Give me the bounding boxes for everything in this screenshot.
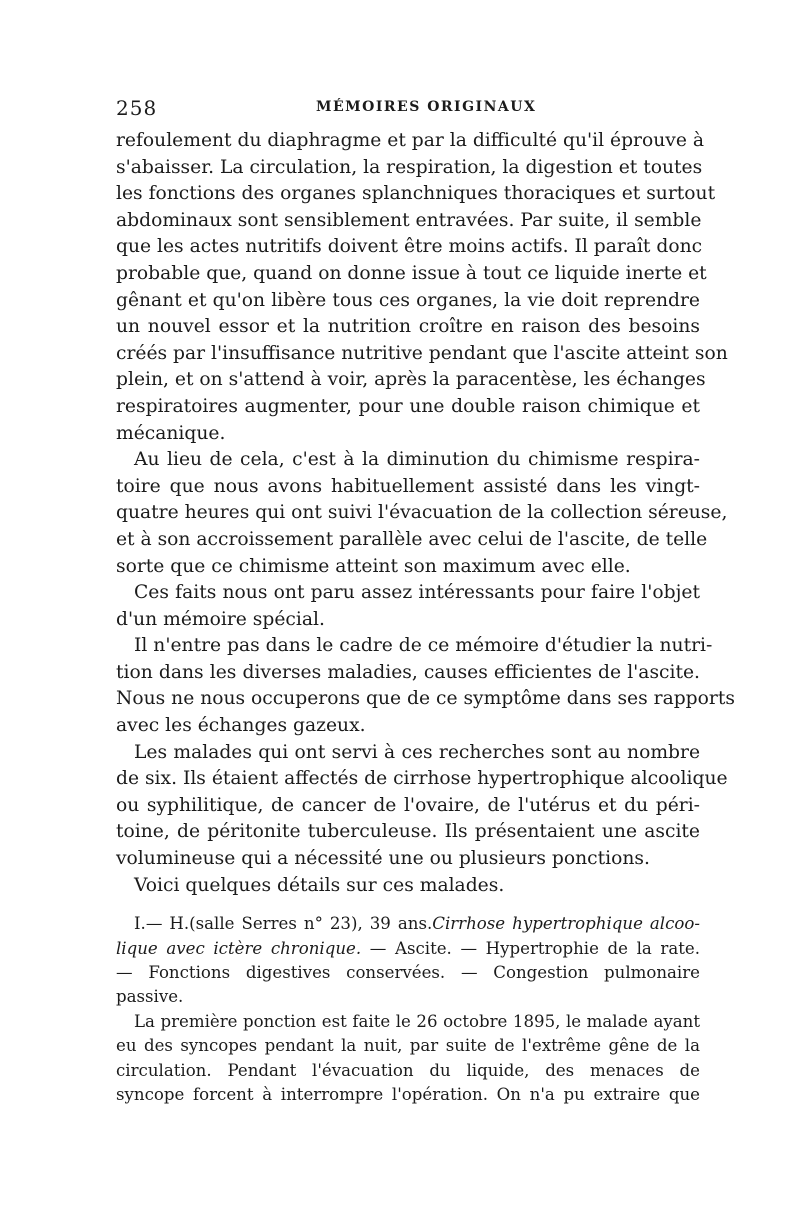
- text-line: et à son accroissement parallèle avec celui de l'ascite, de telle: [116, 528, 708, 550]
- case-line: syncope forcent à interrompre l'opération. On n'a pu extraire que: [116, 1084, 700, 1104]
- text-line: que les actes nutritifs doivent être moins actifs. Il paraît donc: [116, 236, 703, 258]
- text-line: Ces faits nous ont paru assez intéressants pour faire l'objet: [134, 582, 700, 604]
- case-line: La première ponction est faite le 26 octobre 1895, le malade ayant: [134, 1011, 700, 1031]
- text-line: Au lieu de cela, c'est à la diminution du chimisme respira-: [134, 449, 700, 471]
- text-line: Les malades qui ont servi à ces recherches sont au nombre: [134, 741, 700, 763]
- text-line: Il n'entre pas dans le cadre de ce mémoire d'étudier la nutri-: [134, 635, 713, 657]
- text-line: plein, et on s'attend à voir, après la paracentèse, les échanges: [116, 369, 706, 391]
- page-number: 258: [116, 96, 158, 120]
- page-header: [116, 96, 586, 122]
- text-line: quatre heures qui ont suivi l'évacuation de la collection séreuse,: [116, 502, 728, 524]
- text-line: avec les échanges gazeux.: [116, 715, 366, 737]
- text-line: créés par l'insuffisance nutritive pendant que l'ascite atteint son: [116, 342, 728, 364]
- paragraph-1: [116, 128, 728, 447]
- paragraph-2: [116, 447, 728, 580]
- text-line: un nouvel essor et la nutrition croître en raison des besoins: [116, 316, 700, 338]
- paragraph-3: [116, 580, 700, 633]
- text-line: d'un mémoire spécial.: [116, 608, 325, 630]
- text-line: toine, de péritonite tuberculeuse. Ils présentaient une ascite: [116, 821, 700, 843]
- text-line: abdominaux sont sensiblement entravées. Par suite, il semble: [116, 209, 702, 231]
- case-line: eu des syncopes pendant la nuit, par suite de l'extrême gêne de la: [116, 1036, 700, 1056]
- case-line: [116, 937, 700, 961]
- case-line: — Fonctions digestives conservées. — Congestion pulmonaire: [116, 963, 700, 982]
- case-line: passive.: [116, 987, 184, 1007]
- case-diagnosis: Cirrhose hypertrophique alcoo-: [432, 914, 700, 934]
- case-id: I.— H.(salle Serres n° 23), 39 ans.: [134, 914, 433, 934]
- text-line: s'abaisser. La circulation, la respiration, la digestion et toutes: [116, 156, 703, 178]
- text-line: gênant et qu'on libère tous ces organes, la vie doit reprendre: [116, 289, 700, 311]
- paragraph-4: [116, 633, 735, 739]
- text-line: respiratoires augmenter, pour une double raison chimique et: [116, 395, 700, 417]
- paragraph-5: [116, 740, 728, 873]
- text-line: tion dans les diverses maladies, causes efficientes de l'ascite.: [116, 661, 700, 683]
- text-line: refoulement du diaphragme et par la difficulté qu'il éprouve à: [116, 130, 704, 151]
- case-report: [116, 912, 700, 1107]
- running-title: MÉMOIRES ORIGINAUX: [316, 99, 537, 115]
- case-line: circulation. Pendant l'évacuation du liquide, des menaces de: [116, 1060, 700, 1080]
- text-line: volumineuse qui a nécessité une ou plusieurs ponctions.: [116, 848, 650, 870]
- paragraph-6: [116, 873, 700, 900]
- case-line: [116, 912, 700, 936]
- text-line: Voici quelques détails sur ces malades.: [134, 874, 505, 896]
- text-line: toire que nous avons habituellement assisté dans les vingt-: [116, 475, 700, 497]
- body-text: [116, 128, 735, 1107]
- text-line: Nous ne nous occuperons que de ce symptôme dans ses rapports: [116, 688, 735, 710]
- text-line: sorte que ce chimisme atteint son maximum avec elle.: [116, 555, 631, 577]
- case-findings: — Ascite. — Hypertrophie de la rate.: [361, 938, 701, 958]
- text-line: mécanique.: [116, 422, 226, 444]
- case-diagnosis-cont: lique avec ictère chronique.: [116, 938, 362, 958]
- text-line: ou syphilitique, de cancer de l'ovaire, de l'utérus et du péri-: [116, 794, 700, 816]
- text-line: probable que, quand on donne issue à tout ce liquide inerte et: [116, 262, 707, 284]
- text-line: les fonctions des organes splanchniques thoraciques et surtout: [116, 183, 716, 205]
- text-line: de six. Ils étaient affectés de cirrhose hypertrophique alcoolique: [116, 768, 728, 790]
